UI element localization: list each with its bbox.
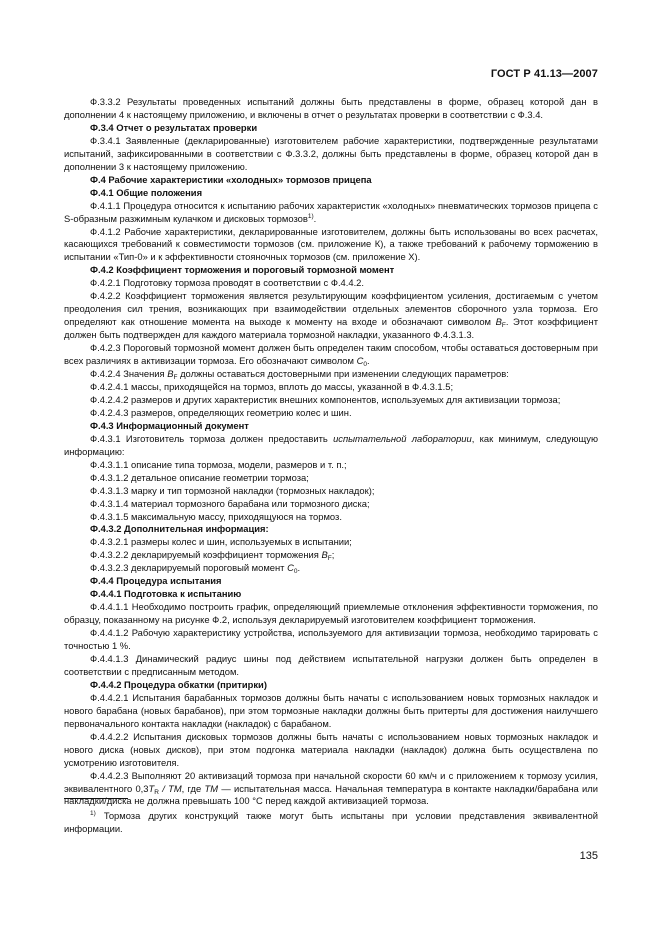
paragraph: Ф.4.4.1.3 Динамический радиус шины под действием испытательной нагрузки должен быть определен в соответствии с предписанным методом. xyxy=(64,652,598,677)
paragraph: Ф.4.1.2 Рабочие характеристики, декларированные изготовителем, должны быть использованы во всех расчетах, касающихся требований к совместимости тормозов (см. приложение К), а также требований к рабочему торможению в испытании «Тип-0» и к эффективности стояночных тормозов (см. приложение Х). xyxy=(64,225,598,263)
paragraph: Ф.3.3.2 Результаты проведенных испытаний должны быть представлены в форме, образец которой дан в дополнении 4 к настоящему приложению, и включены в отчет о результатах проверки в соответствии с Ф.3.4. xyxy=(64,96,598,120)
paragraph: Ф.4.2.2 Коэффициент торможения является результирующим коэффициентом усиления, достигаемым с учетом преодоления сил трения, возникающих при взаимодействии отдельных элементов сборочного узла тормоза. Его определяют как отношение момента на выходе к моменту на входе и обозначают символом $B_F$. Этот коэффициент должен быть подтвержден для каждого материала тормозной накладки, указанного Ф.4.3.1.3. xyxy=(64,290,598,341)
section-heading: Ф.4.4 Процедура испытания xyxy=(90,575,222,587)
paragraph: Ф.4.3.1.4 материал тормозного барабана или тормозного диска; xyxy=(90,497,370,509)
paragraph: Ф.4.3.1.3 марку и тип тормозной накладки (тормозных накладок); xyxy=(90,484,375,496)
paragraph: Ф.4.2.3 Пороговый тормозной момент должен быть определен таким способом, чтобы оставаться достоверным при всех различиях в активизации тормоза. Его обозначают символом $C_0$. xyxy=(64,342,598,369)
section-heading: Ф.4 Рабочие характеристики «холодных» тормозов прицепа xyxy=(90,173,372,185)
paragraph: Ф.4.3.1.1 описание типа тормоза, модели, размеров и т. п.; xyxy=(90,458,347,470)
section-heading: Ф.4.4.2 Процедура обкатки (притирки) xyxy=(90,678,267,690)
section-heading: Ф.3.4 Отчет о результатах проверки xyxy=(90,121,258,133)
footnote xyxy=(64,810,598,836)
paragraph: Ф.4.2.4.1 массы, приходящейся на тормоз, вплоть до массы, указанной в Ф.4.3.1.5; xyxy=(90,380,454,392)
paragraph: Ф.4.4.2.2 Испытания дисковых тормозов должны быть начаты с использованием новых тормозных накладок и нового диска (новых дисков), при этом подгонка материала накладки (накладок) должна быть осуществлена по усмотрению изготовителя. xyxy=(64,730,598,768)
footnote-marker: 1) xyxy=(90,810,96,817)
section-heading: Ф.4.1 Общие положения xyxy=(90,186,203,198)
document-body xyxy=(64,96,598,808)
paragraph: Ф.4.3.2.2 декларируемый коэффициент торможения $B_F$; xyxy=(90,549,335,563)
paragraph: Ф.4.3.1.5 максимальную массу, приходящуюся на тормоз. xyxy=(90,510,342,522)
section-heading: Ф.4.3 Информационный документ xyxy=(90,419,249,431)
paragraph: Ф.4.3.2.3 декларируемый пороговый момент $C_0$. xyxy=(90,562,301,576)
paragraph: Ф.4.3.1.2 детальное описание геометрии тормоза; xyxy=(90,471,309,483)
paragraph: Ф.4.2.4.2 размеров и других характеристик внешних компонентов, используемых для активизации тормоза; xyxy=(90,393,561,405)
paragraph: Ф.4.4.2.1 Испытания барабанных тормозов должны быть начаты с использованием новых тормозных накладок и нового барабана (новых барабанов), при этом тормозные накладки должны быть притерты для достижения наилучшего первоначального контакта накладки (накладок) с барабаном. xyxy=(64,691,598,729)
section-heading: Ф.4.3.2 Дополнительная информация: xyxy=(90,523,269,535)
paragraph: Ф.4.2.1 Подготовку тормоза проводят в соответствии с Ф.4.4.2. xyxy=(90,277,365,289)
paragraph: Ф.4.2.4 Значения $B_F$ должны оставаться достоверными при изменении следующих параметров: xyxy=(90,368,509,382)
paragraph: Ф.4.3.1 Изготовитель тормоза должен предоставить испытательной лаборатории, как минимум, следующую информацию: xyxy=(64,432,598,457)
footnote-text: Тормоза других конструкций также могут быть испытаны при условии представления эквивалентной информации. xyxy=(64,810,598,834)
footnote-divider xyxy=(64,798,128,799)
paragraph: Ф.4.4.2.3 Выполняют 20 активизаций тормоза при начальной скорости 60 км/ч и с приложением к тормозу усилия, эквивалентного $0,3T_R$ / TM, где TM — испытательная масса. Начальная температура в контакте накладки/барабана или накладки/диска не должна превышать 100 °С перед каждой активизацией тормоза. xyxy=(64,769,598,807)
paragraph: Ф.4.1.1 Процедура относится к испытанию рабочих характеристик «холодных» пневматических тормозов прицепа с S-образным разжимным кулачком и дисковых тормозов$^{1)}$. xyxy=(64,199,598,224)
paragraph: Ф.4.2.4.3 размеров, определяющих геометрию колес и шин. xyxy=(90,406,352,418)
section-heading: Ф.4.4.1 Подготовка к испытанию xyxy=(90,588,242,600)
page-number: 135 xyxy=(579,850,598,862)
paragraph: Ф.4.3.2.1 размеры колес и шин, используемых в испытании; xyxy=(90,536,352,548)
section-heading: Ф.4.2 Коэффициент торможения и пороговый тормозной момент xyxy=(90,264,395,276)
paragraph: Ф.4.4.1.2 Рабочую характеристику устройства, используемого для активизации тормоза, необходимо тарировать с точностью 1 %. xyxy=(64,627,598,652)
paragraph: Ф.3.4.1 Заявленные (декларированные) изготовителем рабочие характеристики, подтвержденные результатами испытаний, зафиксированными в соответствии с Ф.3.3.2, должны быть представлены в форме, образец которой дан в дополнении 3 к настоящему приложению. xyxy=(64,134,598,172)
document-header: ГОСТ Р 41.13—2007 xyxy=(490,68,598,80)
paragraph: Ф.4.4.1.1 Необходимо построить график, определяющий приемлемые отклонения эффективности торможения, по образцу, показанному на рисунке Ф.2, используя декларируемый изготовителем коэффициент торможения. xyxy=(64,601,598,626)
